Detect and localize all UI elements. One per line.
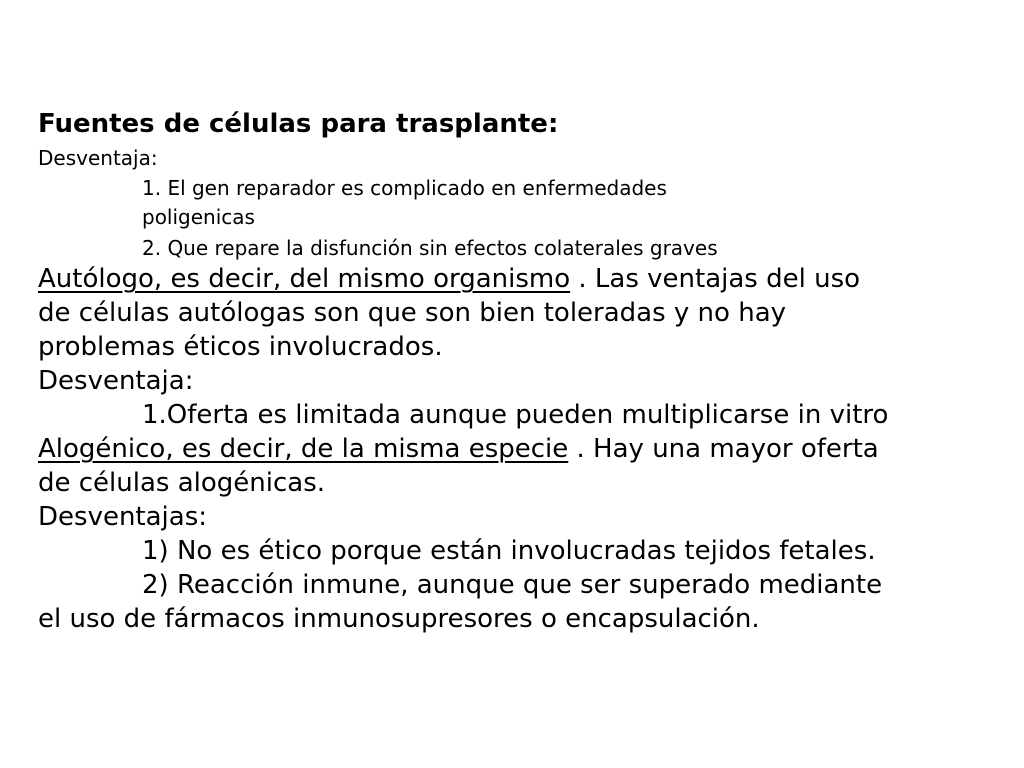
section1-item2: 2. Que repare la disfunción sin efectos colaterales graves <box>142 236 718 260</box>
alogenico-line2: de células alogénicas. <box>38 468 326 498</box>
slide-title: Fuentes de células para trasplante: <box>38 109 559 139</box>
autologo-rest: . Las ventajas del uso <box>570 264 861 294</box>
alogenico-disadv-item1: 1) No es ético porque están involucradas tejidos fetales. <box>142 536 876 566</box>
autologo-disadv-item1: 1.Oferta es limitada aunque pueden multiplicarse in vitro <box>142 400 889 430</box>
alogenico-disadv-heading: Desventajas: <box>38 502 208 532</box>
autologo-disadv-heading: Desventaja: <box>38 366 194 396</box>
section1-item1-line2: poligenicas <box>142 205 255 229</box>
alogenico-disadv-item2-line1: 2) Reacción inmune, aunque que ser superado mediante <box>142 570 883 600</box>
section1-item1-line1: 1. El gen reparador es complicado en enfermedades <box>142 176 667 200</box>
alogenico-disadv-item2-line2: el uso de fármacos inmunosupresores o encapsulación. <box>38 604 760 634</box>
alogenico-line1 <box>38 434 879 464</box>
alogenico-term: Alogénico, es decir, de la misma especie <box>38 434 569 464</box>
autologo-line1 <box>38 264 860 294</box>
autologo-line2: de células autólogas son que son bien toleradas y no hay <box>38 298 787 328</box>
alogenico-rest: . Hay una mayor oferta <box>568 434 879 464</box>
autologo-term: Autólogo, es decir, del mismo organismo <box>38 264 571 294</box>
section1-heading: Desventaja: <box>38 146 158 170</box>
autologo-line3: problemas éticos involucrados. <box>38 332 443 362</box>
